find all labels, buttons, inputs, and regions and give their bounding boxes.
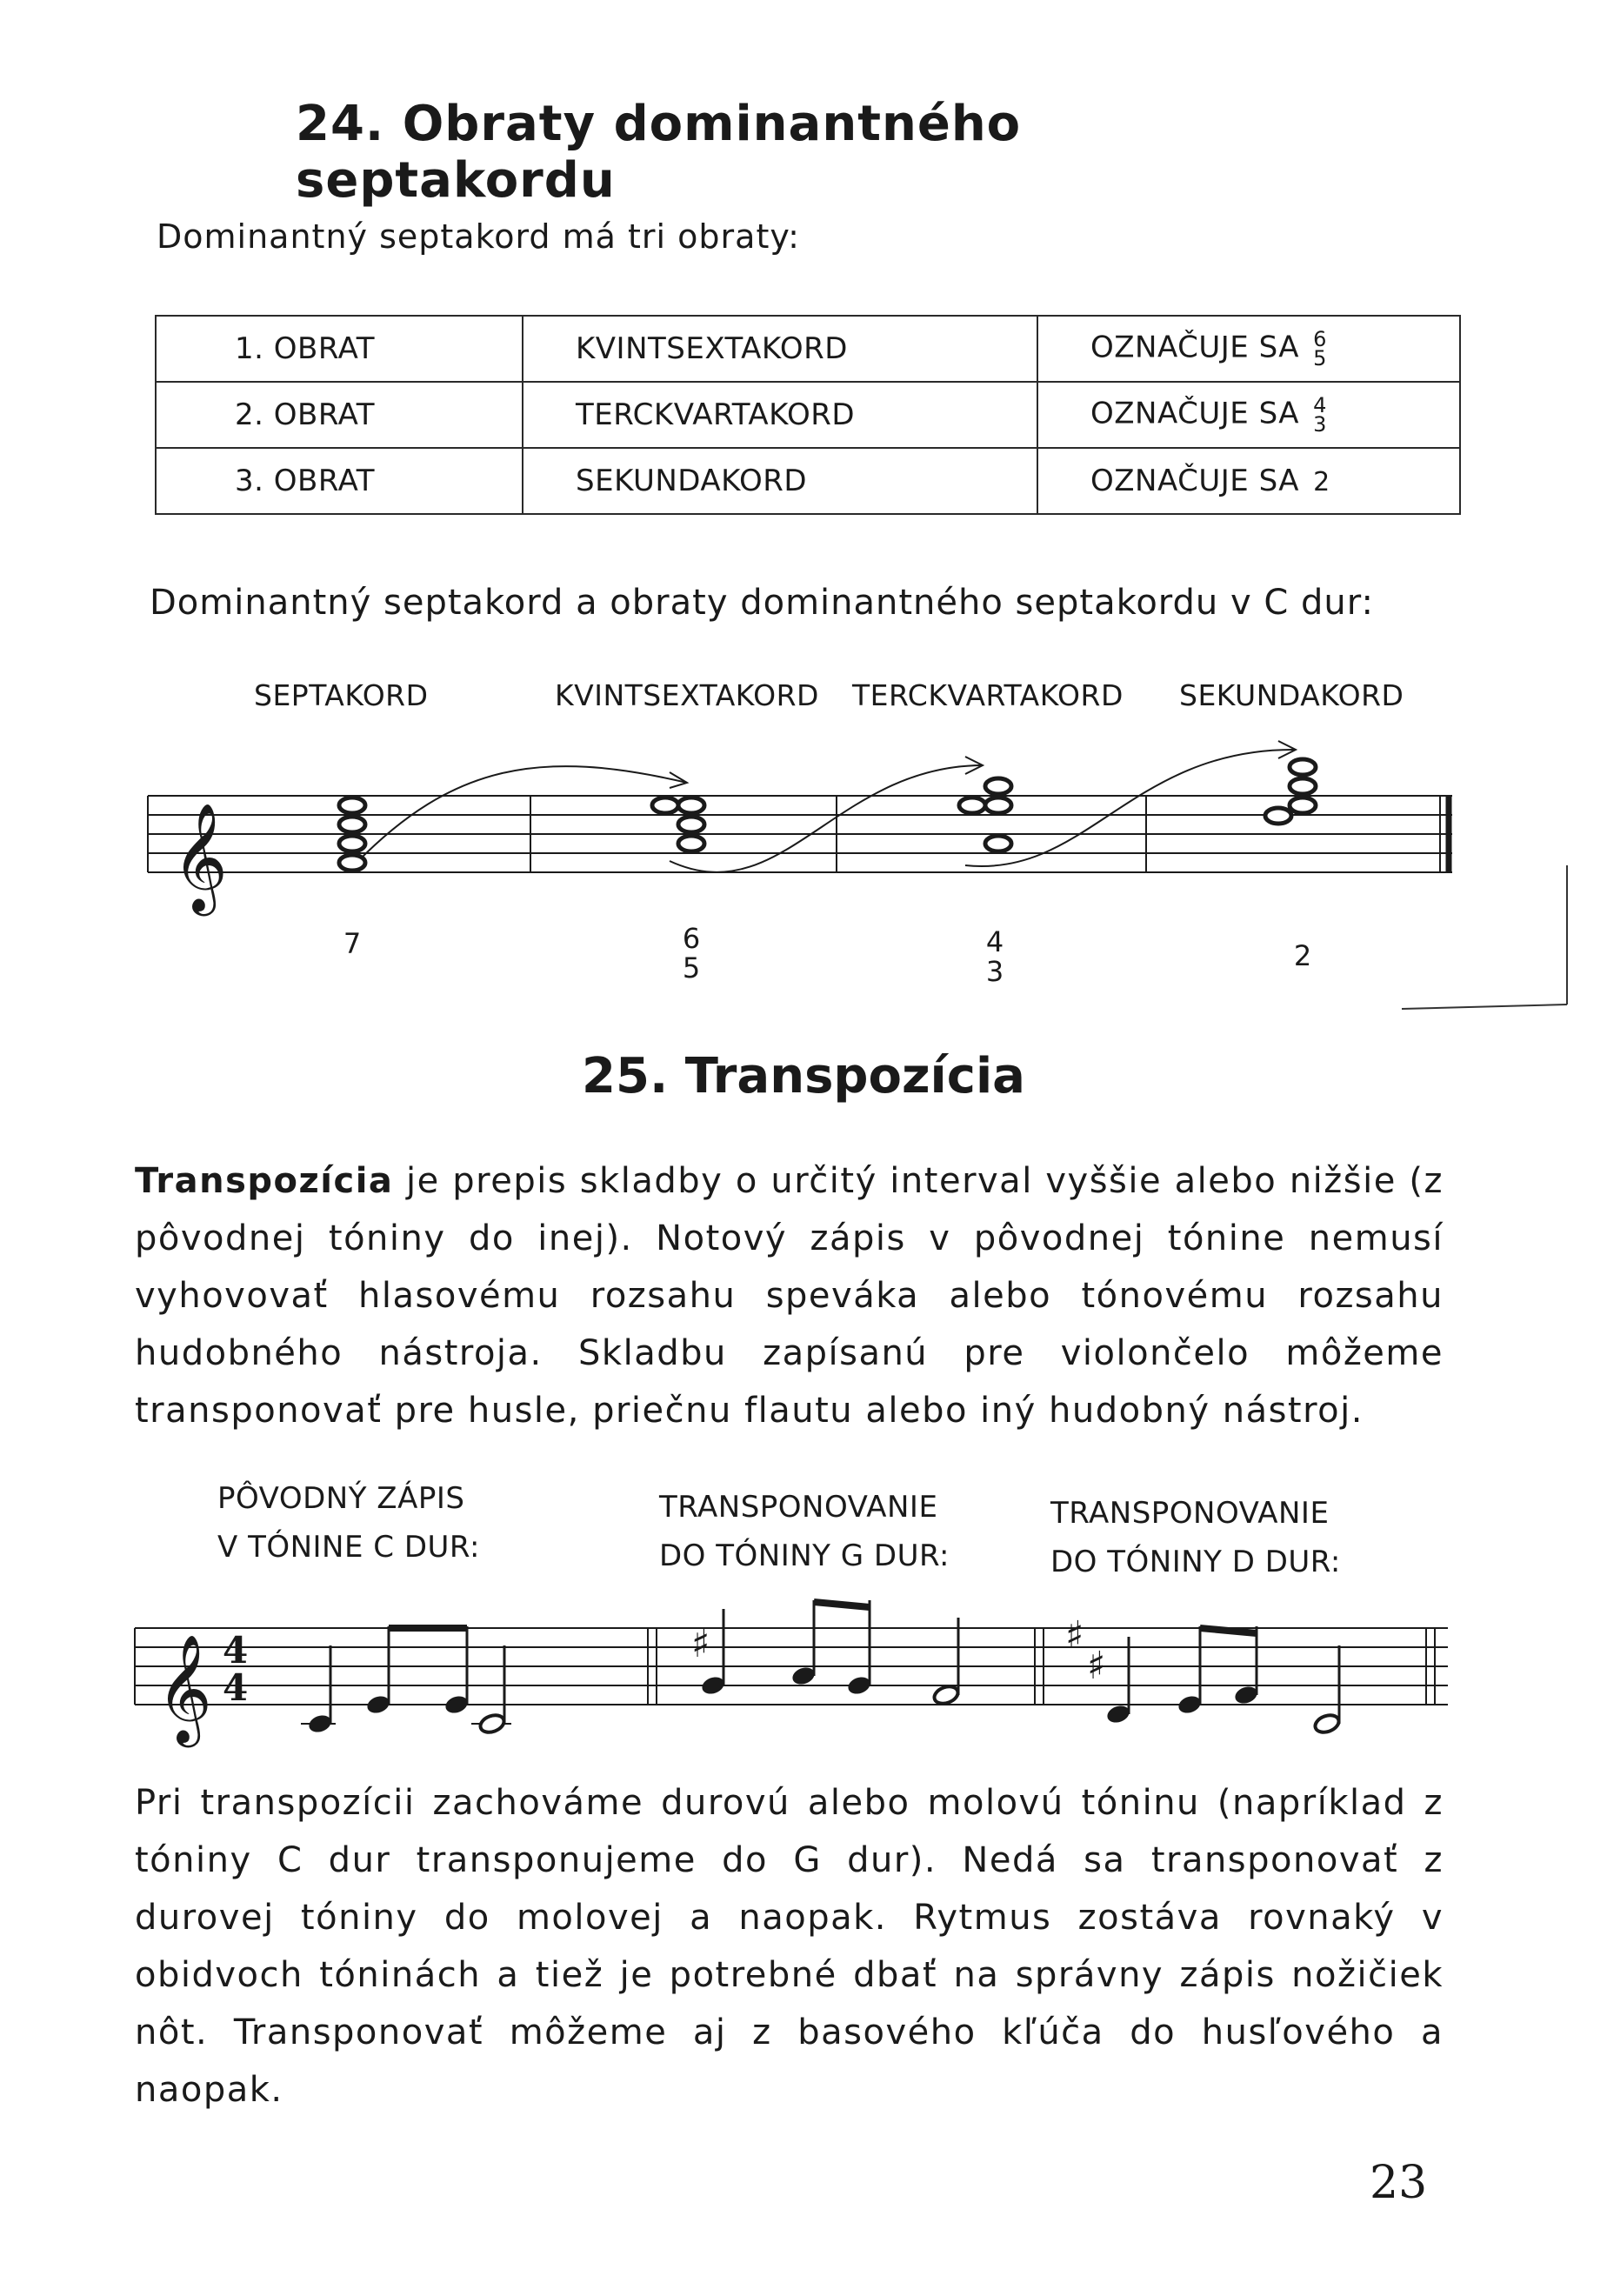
half-notes [478, 1684, 1341, 1735]
chord-label-sekundakord: SEKUNDAKORD [1179, 678, 1404, 712]
chord-label-kvintsextakord: KVINTSEXTAKORD [555, 678, 819, 712]
label-line: PÔVODNÝ ZÁPIS [217, 1481, 465, 1516]
figure-upper: 2 [1293, 939, 1312, 972]
figure-septakord [335, 929, 370, 958]
example-label-d-dur [1050, 1489, 1341, 1586]
section-24-intro: Dominantný septakord má tri obraty: [157, 217, 800, 256]
obrat-cell: 3. OBRAT [156, 448, 523, 514]
obrat-cell: 1. OBRAT [156, 316, 523, 382]
marking-text: OZNAČUJE SA [1090, 464, 1300, 498]
label-line: TRANSPONOVANIE [659, 1490, 938, 1525]
margin-bracket [1402, 865, 1567, 1009]
chord-label-terckvartakord: TERCKVARTAKORD [852, 678, 1124, 712]
figure-upper: 7 [343, 927, 362, 960]
figure-upper: 6 [1313, 327, 1327, 351]
term-transpozicia: Transpozícia [135, 1161, 394, 1201]
staff-transposition [135, 1600, 1448, 1724]
melody-notes [307, 1665, 1260, 1735]
page-number: 23 [1370, 2157, 1428, 2209]
obrat-cell: 2. OBRAT [156, 382, 523, 448]
marking-text: OZNAČUJE SA [1090, 396, 1300, 431]
time-signature-top: 4 [223, 1629, 249, 1672]
figure-terckvartakord [977, 927, 1012, 986]
example-label-g-dur [659, 1483, 950, 1580]
treble-clef-icon: 𝄞 [172, 803, 228, 911]
label-line: DO TÓNINY G DUR: [659, 1538, 950, 1573]
time-signature-bottom: 4 [223, 1666, 249, 1709]
chord-name-cell: KVINTSEXTAKORD [523, 316, 1037, 382]
sharp-icon: ♯ [1065, 1613, 1084, 1658]
example-intro: Dominantný septakord a obraty dominantného septakordu v C dur: [150, 583, 1374, 623]
figure-lower: 3 [1313, 412, 1327, 437]
figure-upper: 2 [1313, 467, 1330, 497]
chord-name-cell: SEKUNDAKORD [523, 448, 1037, 514]
figure-lower: 5 [682, 951, 701, 984]
figure-kvintsextakord [674, 924, 709, 983]
paragraph-transposition [135, 1152, 1444, 1439]
label-line: DO TÓNINY D DUR: [1050, 1545, 1341, 1579]
sharp-icon: ♯ [691, 1622, 710, 1666]
label-line: V TÓNINE C DUR: [217, 1530, 480, 1565]
paragraph-rules: Pri transpozícii zachováme durovú alebo molovú tóninu (napríklad z tóniny C dur transponujeme do G dur). Nedá sa transponovať z durovej tóniny do molovej a naopak. Rytmus zostáva rovnaký v obidvoch tóninách a tiež je potrebné dbať na správny zápis nožičiek nôt. Transponovať môžeme aj z basového kľúča do husľového a naopak. [135, 1783, 1444, 2110]
section-25-title: 25. Transpozícia [582, 1048, 1025, 1105]
marking-text: OZNAČUJE SA [1090, 330, 1300, 365]
paragraph-1-text: je prepis skladby o určitý interval vyššie alebo nižšie (z pôvodnej tóniny do inej). Notový zápis v pôvodnej tónine nemusí vyhovovať hlasovému rozsahu speváka alebo tónovému rozsahu hudobného nástroja. Skladbu zapísanú pre violončelo môžeme transponovať pre husle, priečnu flautu alebo iný hudobný nástroj. [135, 1161, 1444, 1431]
treble-clef-icon: 𝄞 [157, 1634, 212, 1743]
figure-sekundakord [1285, 941, 1320, 971]
chord-label-septakord: SEPTAKORD [254, 678, 429, 712]
figure-lower: 5 [1313, 346, 1327, 370]
figure-lower: 3 [985, 955, 1004, 988]
figure-upper: 4 [985, 925, 1004, 958]
sharp-icon: ♯ [1087, 1644, 1106, 1688]
chord-name-cell: TERCKVARTAKORD [523, 382, 1037, 448]
figure-upper: 6 [682, 922, 701, 955]
label-line: TRANSPONOVANIE [1050, 1496, 1330, 1531]
figure-upper: 4 [1313, 393, 1327, 417]
example-label-c-dur [217, 1474, 480, 1572]
section-24-title: 24. Obraty dominantného septakordu [296, 96, 1022, 209]
